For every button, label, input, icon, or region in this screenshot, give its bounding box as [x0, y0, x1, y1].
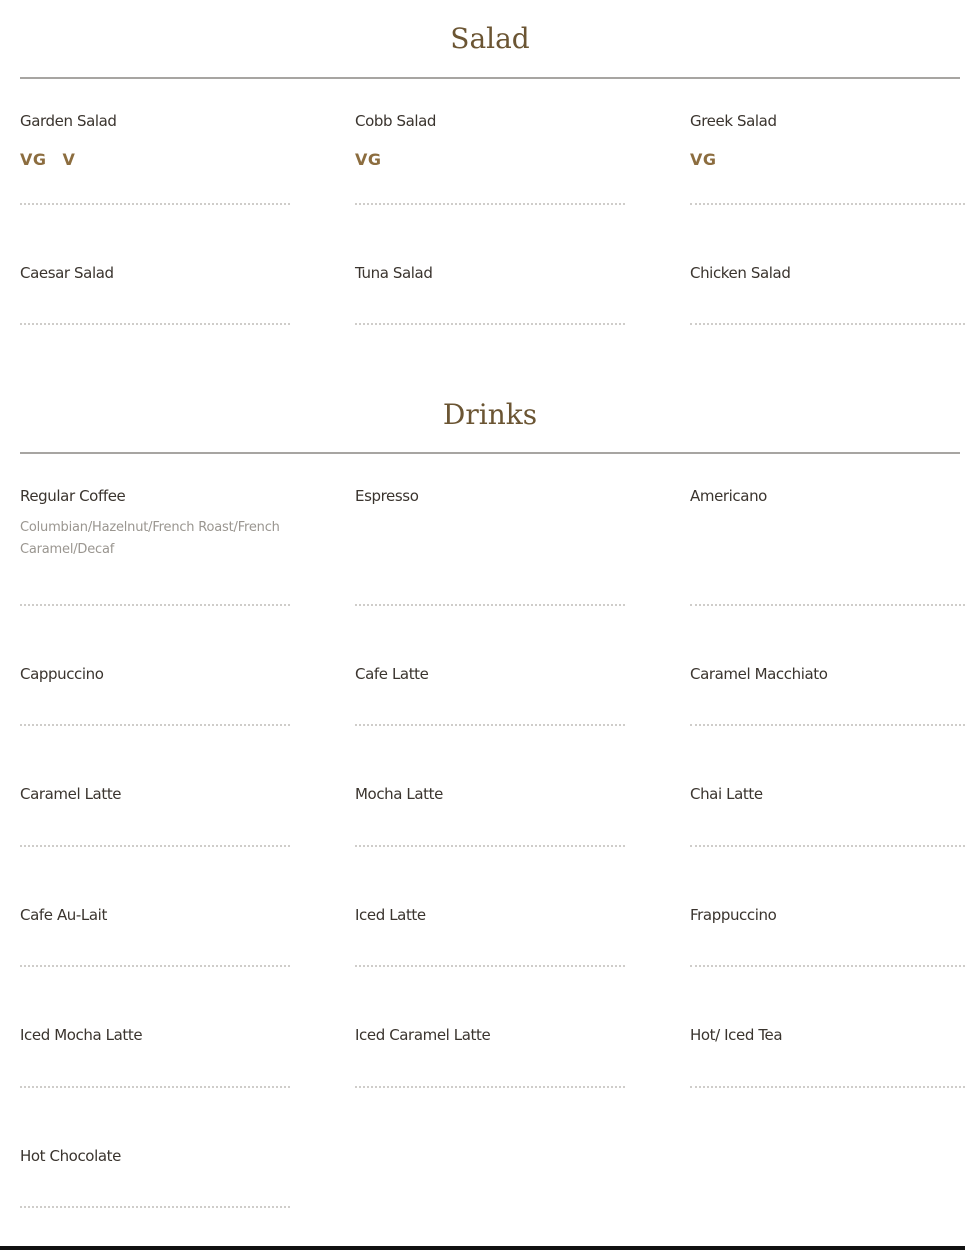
vegan-badge: VG — [355, 150, 382, 169]
dotted-leader — [20, 1086, 290, 1088]
section-title-drinks: Drinks — [442, 398, 538, 431]
item-name: Cobb Salad — [355, 112, 437, 130]
dotted-leader — [355, 1086, 625, 1088]
dotted-leader — [20, 1206, 290, 1208]
dotted-leader — [690, 604, 965, 606]
dotted-leader — [690, 724, 965, 726]
item-name: Garden Salad — [20, 112, 117, 130]
item-name: Iced Caramel Latte — [355, 1026, 491, 1044]
item-name: Chai Latte — [690, 785, 763, 803]
dotted-leader — [690, 965, 965, 967]
dotted-leader — [20, 724, 290, 726]
item-name: Frappuccino — [690, 906, 777, 924]
dotted-leader — [20, 203, 290, 205]
dotted-leader — [690, 203, 965, 205]
item-name: Cafe Latte — [355, 665, 429, 683]
item-name: Hot Chocolate — [20, 1147, 121, 1165]
item-name: Greek Salad — [690, 112, 777, 130]
section-title-salad: Salad — [450, 22, 530, 55]
dotted-leader — [355, 323, 625, 325]
item-name: Americano — [690, 487, 767, 505]
item-name: Tuna Salad — [355, 264, 433, 282]
item-description: Columbian/Hazelnut/French Roast/French Caramel/Decaf — [20, 520, 280, 557]
item-name: Cappuccino — [20, 665, 104, 683]
diet-badges — [690, 150, 733, 169]
item-name: Hot/ Iced Tea — [690, 1026, 783, 1044]
dotted-leader — [690, 845, 965, 847]
diet-badges — [20, 150, 91, 169]
dotted-leader — [20, 965, 290, 967]
dotted-leader — [355, 845, 625, 847]
dotted-leader — [690, 1086, 965, 1088]
dotted-leader — [355, 965, 625, 967]
dotted-leader — [690, 323, 965, 325]
item-name: Regular Coffee — [20, 487, 126, 505]
item-name: Chicken Salad — [690, 264, 791, 282]
vegan-badge: VG — [690, 150, 717, 169]
vegan-badge: VG — [20, 150, 47, 169]
section-divider — [20, 77, 960, 79]
item-name: Caramel Latte — [20, 785, 122, 803]
dotted-leader — [20, 323, 290, 325]
dotted-leader — [355, 203, 625, 205]
dotted-leader — [355, 604, 625, 606]
item-name: Iced Mocha Latte — [20, 1026, 143, 1044]
item-name: Caramel Macchiato — [690, 665, 828, 683]
item-name: Cafe Au-Lait — [20, 906, 107, 924]
bottom-edge-bar — [0, 1246, 965, 1250]
dotted-leader — [20, 845, 290, 847]
item-name: Iced Latte — [355, 906, 426, 924]
dotted-leader — [355, 724, 625, 726]
item-name: Mocha Latte — [355, 785, 443, 803]
diet-badges — [355, 150, 398, 169]
vegetarian-badge: V — [62, 150, 76, 169]
item-name: Espresso — [355, 487, 419, 505]
dotted-leader — [20, 604, 290, 606]
item-name: Caesar Salad — [20, 264, 114, 282]
section-divider — [20, 452, 960, 454]
